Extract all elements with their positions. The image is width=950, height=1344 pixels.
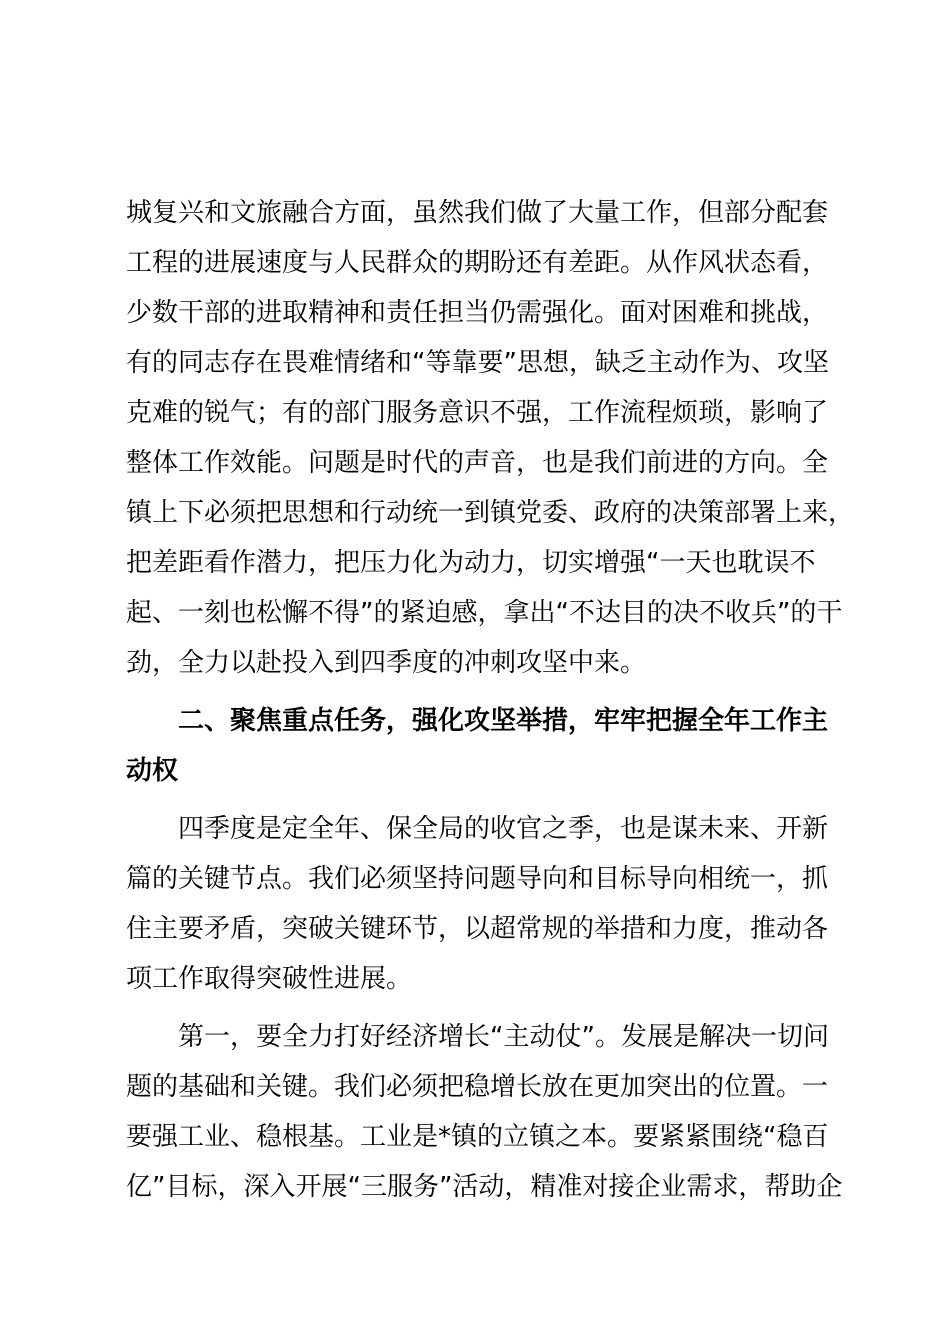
paragraph-line: 住主要矛盾，突破关键环节，以超常规的举措和力度，推动各 bbox=[126, 914, 829, 944]
paragraph-line: 工程的进展速度与人民群众的期盼还有差距。从作风状态看， bbox=[126, 248, 829, 278]
paragraph-line: 少数干部的进取精神和责任担当仍需强化。面对困难和挑战， bbox=[126, 298, 829, 328]
paragraph-line: 四季度是定全年、保全局的收官之季，也是谋未来、开新 bbox=[178, 814, 829, 844]
paragraph-line: 有的同志存在畏难情绪和“等靠要”思想，缺乏主动作为、攻坚 bbox=[126, 348, 829, 378]
section-heading: 二、聚焦重点任务，强化攻坚举措，牢牢把握全年工作主 bbox=[178, 706, 829, 736]
paragraph-line: 把差距看作潜力，把压力化为动力，切实增强“一天也耽误不 bbox=[126, 548, 816, 578]
paragraph-line: 克难的锐气；有的部门服务意识不强，工作流程烦琐，影响了 bbox=[126, 398, 829, 428]
section-heading: 动权 bbox=[126, 756, 179, 786]
paragraph-line: 劲，全力以赴投入到四季度的冲刺攻坚中来。 bbox=[126, 648, 647, 678]
paragraph-line: 整体工作效能。问题是时代的声音，也是我们前进的方向。全 bbox=[126, 448, 829, 478]
paragraph-line: 起、一刻也松懈不得”的紧迫感，拿出“不达目的决不收兵”的干 bbox=[126, 598, 843, 628]
paragraph-line: 要强工业、稳根基。工业是*镇的立镇之本。要紧紧围绕“稳百 bbox=[126, 1122, 829, 1152]
paragraph-line: 篇的关键节点。我们必须坚持问题导向和目标导向相统一，抓 bbox=[126, 864, 829, 894]
paragraph-line: 城复兴和文旅融合方面，虽然我们做了大量工作，但部分配套 bbox=[126, 198, 829, 228]
paragraph-line: 镇上下必须把思想和行动统一到镇党委、政府的决策部署上来， bbox=[126, 498, 855, 528]
paragraph-line: 项工作取得突破性进展。 bbox=[126, 964, 413, 994]
paragraph-line: 第一，要全力打好经济增长“主动仗”。发展是解决一切问 bbox=[178, 1022, 829, 1052]
paragraph-line: 题的基础和关键。我们必须把稳增长放在更加突出的位置。一 bbox=[126, 1072, 829, 1102]
paragraph-line: 亿”目标，深入开展“三服务”活动，精准对接企业需求，帮助企 bbox=[126, 1172, 843, 1202]
